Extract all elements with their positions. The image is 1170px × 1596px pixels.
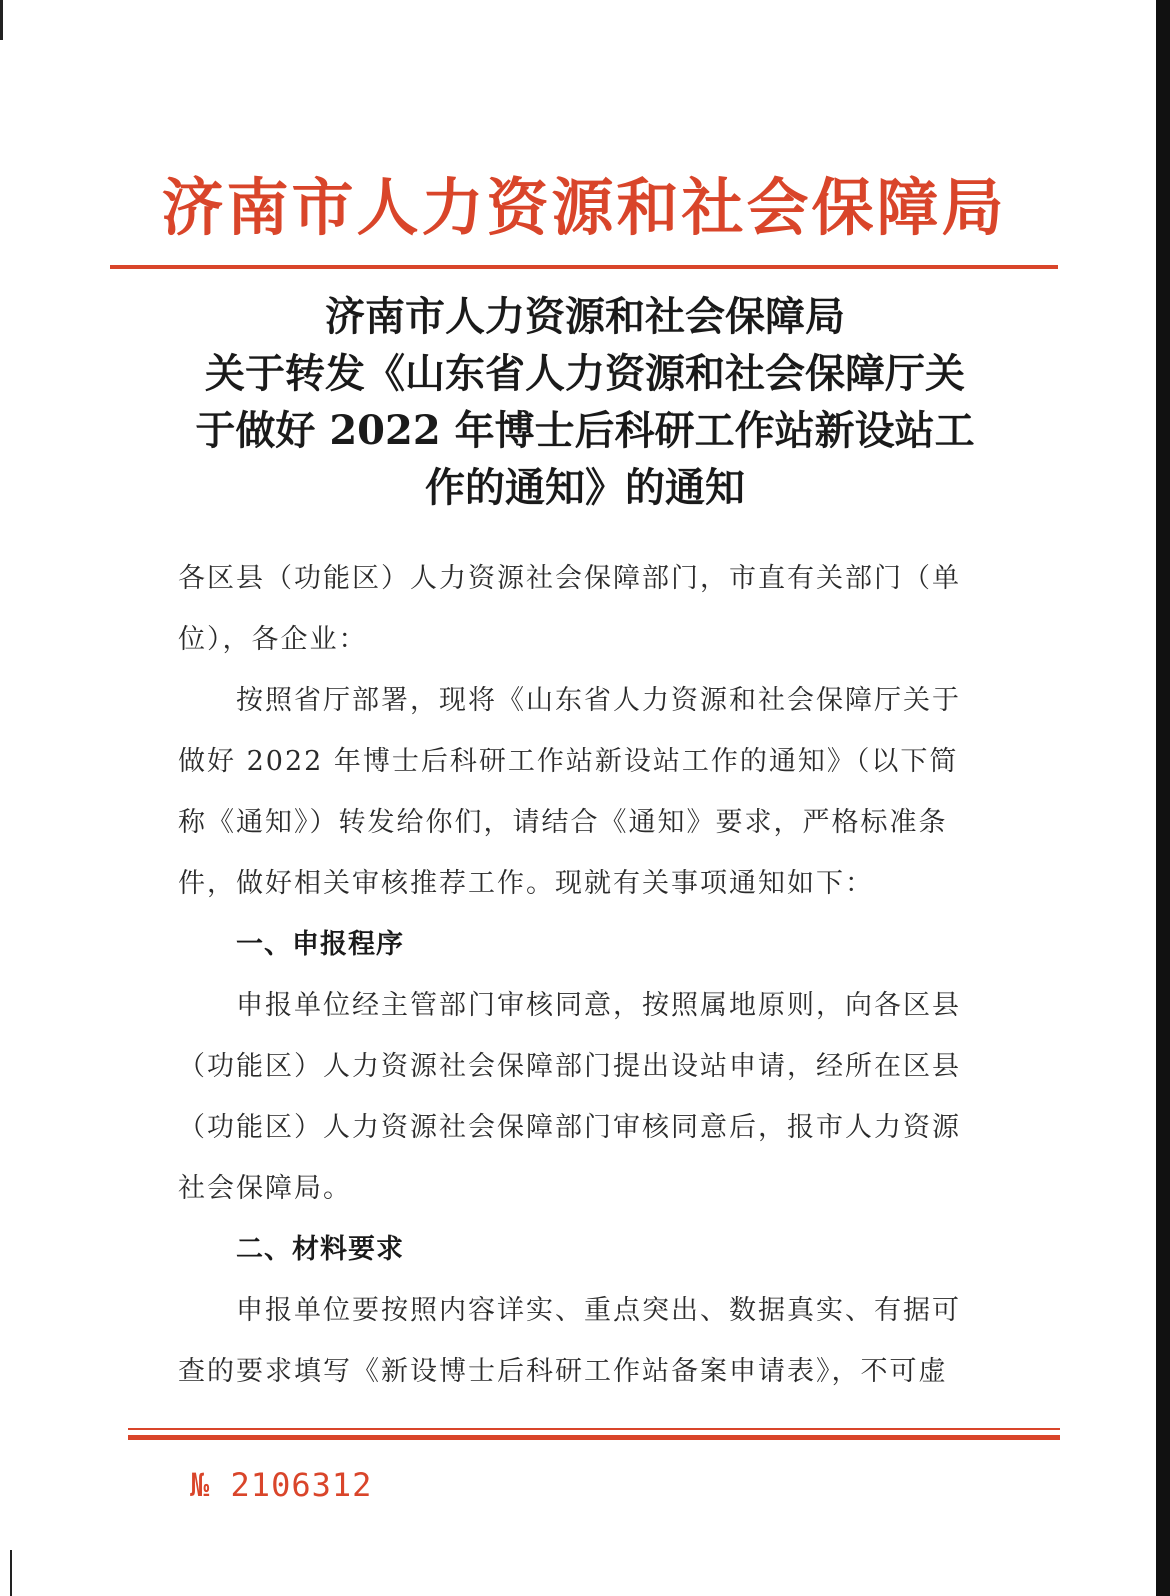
intro-line: 件，做好相关审核推荐工作。现就有关事项通知如下： bbox=[178, 868, 874, 899]
title-line: 作的通知》的通知 bbox=[425, 464, 745, 511]
salutation-line: 各区县（功能区）人力资源社会保障部门，市直有关部门（单 bbox=[178, 563, 961, 594]
letterhead-red-rule bbox=[110, 265, 1058, 269]
section-line: （功能区）人力资源社会保障部门提出设站申请，经所在区县 bbox=[178, 1051, 961, 1082]
footer-red-rule bbox=[128, 1428, 1060, 1430]
letterhead-org-name: 济南市人力资源和社会保障局 bbox=[161, 171, 1007, 244]
intro-line: 称《通知》）转发给你们，请结合《通知》要求，严格标准条 bbox=[178, 807, 948, 838]
section-line: 申报单位要按照内容详实、重点突出、数据真实、有据可 bbox=[236, 1295, 961, 1326]
serial-number: № 2106312 bbox=[190, 1466, 373, 1504]
section-line: 查的要求填写《新设博士后科研工作站备案申请表》，不可虚 bbox=[178, 1356, 948, 1387]
document-body bbox=[178, 548, 983, 1402]
section-line: 社会保障局。 bbox=[178, 1173, 352, 1204]
scan-edge bbox=[0, 0, 3, 40]
section-heading: 一、申报程序 bbox=[236, 929, 404, 960]
section-heading: 二、材料要求 bbox=[236, 1234, 404, 1265]
scan-edge bbox=[10, 1550, 12, 1596]
intro-line: 按照省厅部署，现将《山东省人力资源和社会保障厅关于 bbox=[236, 685, 961, 716]
section-line: （功能区）人力资源社会保障部门审核同意后，报市人力资源 bbox=[178, 1112, 961, 1143]
scan-edge bbox=[1156, 0, 1170, 1596]
title-line: 关于转发《山东省人力资源和社会保障厅关 bbox=[205, 350, 965, 397]
intro-line: 做好 2022 年博士后科研工作站新设站工作的通知》（以下简 bbox=[178, 746, 959, 777]
salutation-line: 位），各企业： bbox=[178, 624, 368, 655]
title-line: 于做好 2022 年博士后科研工作站新设站工 bbox=[195, 407, 975, 454]
title-line: 济南市人力资源和社会保障局 bbox=[325, 293, 845, 340]
section-line: 申报单位经主管部门审核同意，按照属地原则，向各区县 bbox=[236, 990, 961, 1021]
document-title bbox=[150, 288, 1020, 516]
footer-red-rule bbox=[128, 1435, 1060, 1440]
